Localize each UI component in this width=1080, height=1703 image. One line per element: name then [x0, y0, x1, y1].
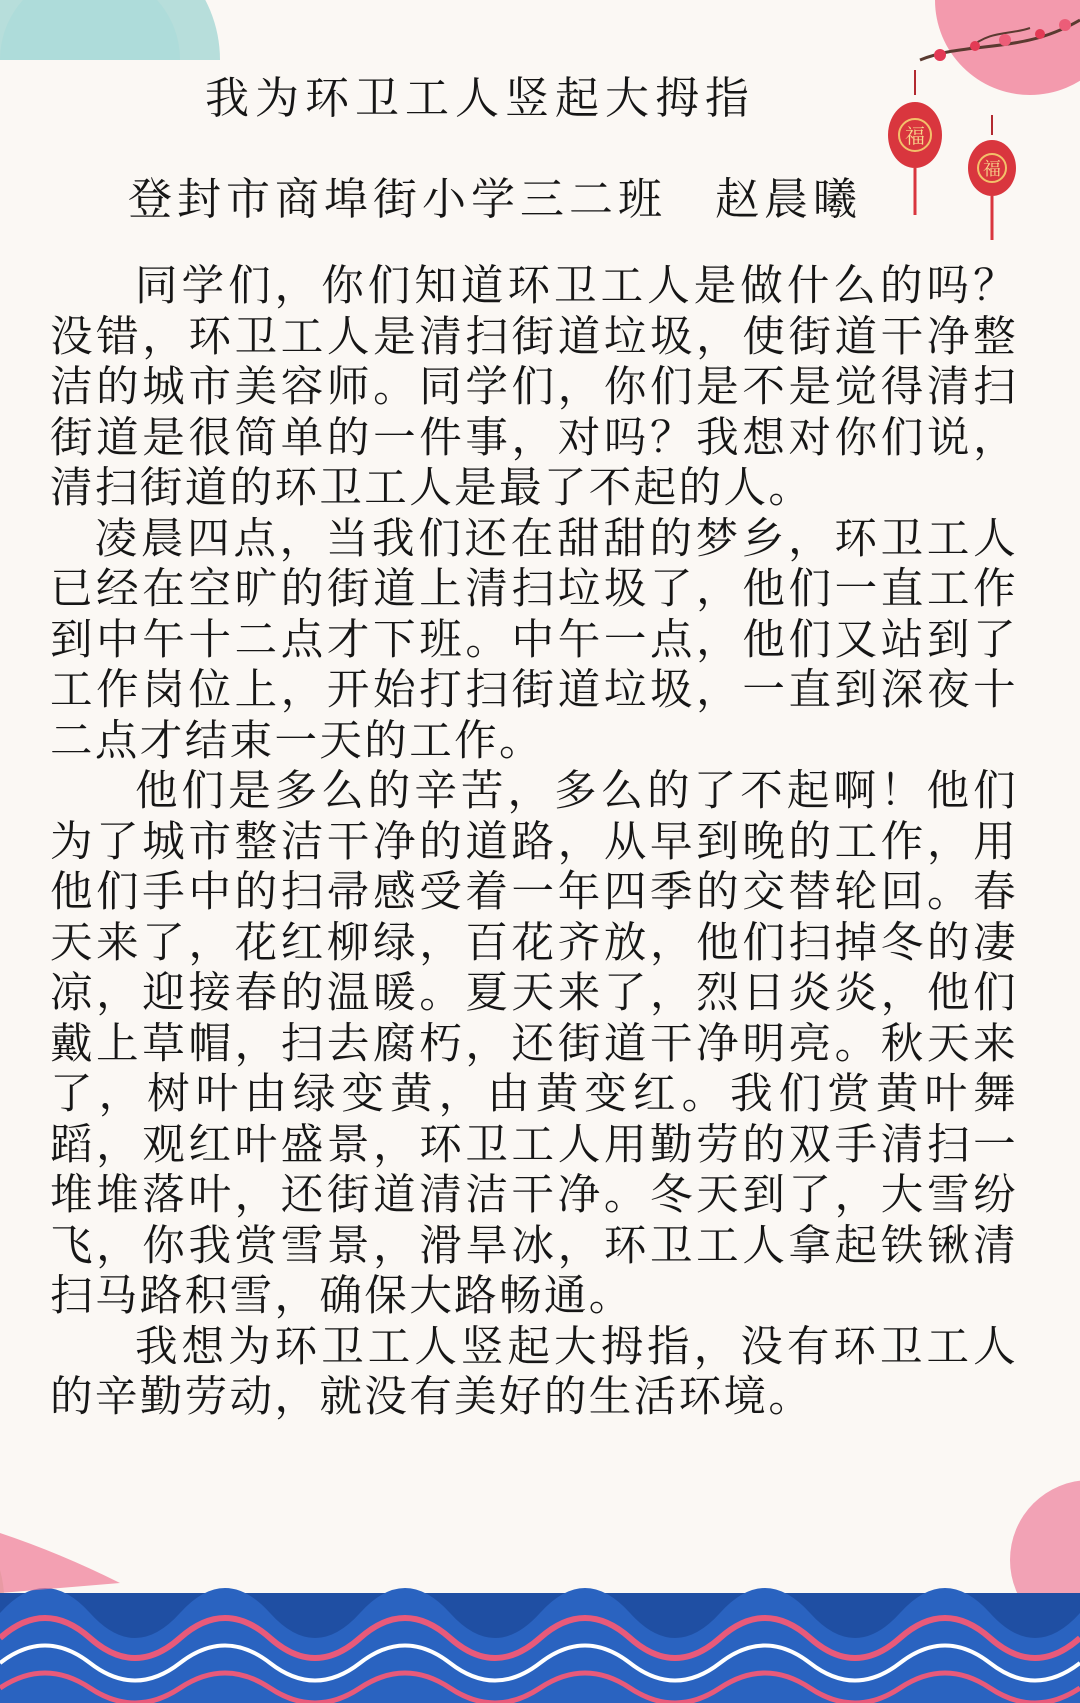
essay-paragraph: 他们是多么的辛苦，多么的了不起啊！他们为了城市整洁干净的道路，从早到晚的工作，用他们手中的扫帚感受着一年四季的交替轮回。春天来了，花红柳绿，百花齐放，他们扫掉冬的凄凉，迎接春的温暖。夏天来了，烈日炎炎，他们戴上草帽，扫去腐朽，还街道干净明亮。秋天来了，树叶由绿变黄，由黄变红。我们赏黄叶舞蹈，观红叶盛景，环卫工人用勤劳的双手清扫一堆堆落叶，还街道清洁干净。冬天到了，大雪纷飞，你我赏雪景，滑旱冰，环卫工人拿起铁锹清扫马路积雪，确保大路畅通。 [50, 767, 1018, 1321]
fan-decoration [0, 0, 220, 60]
lantern-fu-char: 福 [983, 159, 1001, 180]
author-name: 赵晨曦 [715, 174, 862, 225]
essay-paragraph: 凌晨四点，当我们还在甜甜的梦乡，环卫工人已经在空旷的街道上清扫垃圾了，他们一直工作到中午十二点才下班。中午一点，他们又站到了工作岗位上，开始打扫街道垃圾，一直到深夜十二点才结束一天的工作。 [50, 514, 1018, 766]
lantern-fu-char: 福 [905, 124, 925, 148]
plum-blossom-lantern-decoration [880, 0, 1080, 260]
essay-paragraph: 同学们，你们知道环卫工人是做什么的吗？没错，环卫工人是清扫街道垃圾，使街道干净整洁的城市美容师。同学们，你们是不是觉得清扫街道是很简单的一件事，对吗？我想对你们说，清扫街道的环卫工人是最了不起的人。 [50, 262, 1018, 513]
essay-byline [128, 163, 862, 227]
school-class: 登封市商埠街小学三二班 [128, 174, 667, 225]
wave-border-decoration [0, 1533, 1080, 1703]
essay-paragraph: 我想为环卫工人竖起大拇指，没有环卫工人的辛勤劳动，就没有美好的生活环境。 [50, 1322, 1018, 1422]
essay-body [50, 262, 1018, 1424]
essay-title: 我为环卫工人竖起大拇指 [205, 73, 755, 124]
